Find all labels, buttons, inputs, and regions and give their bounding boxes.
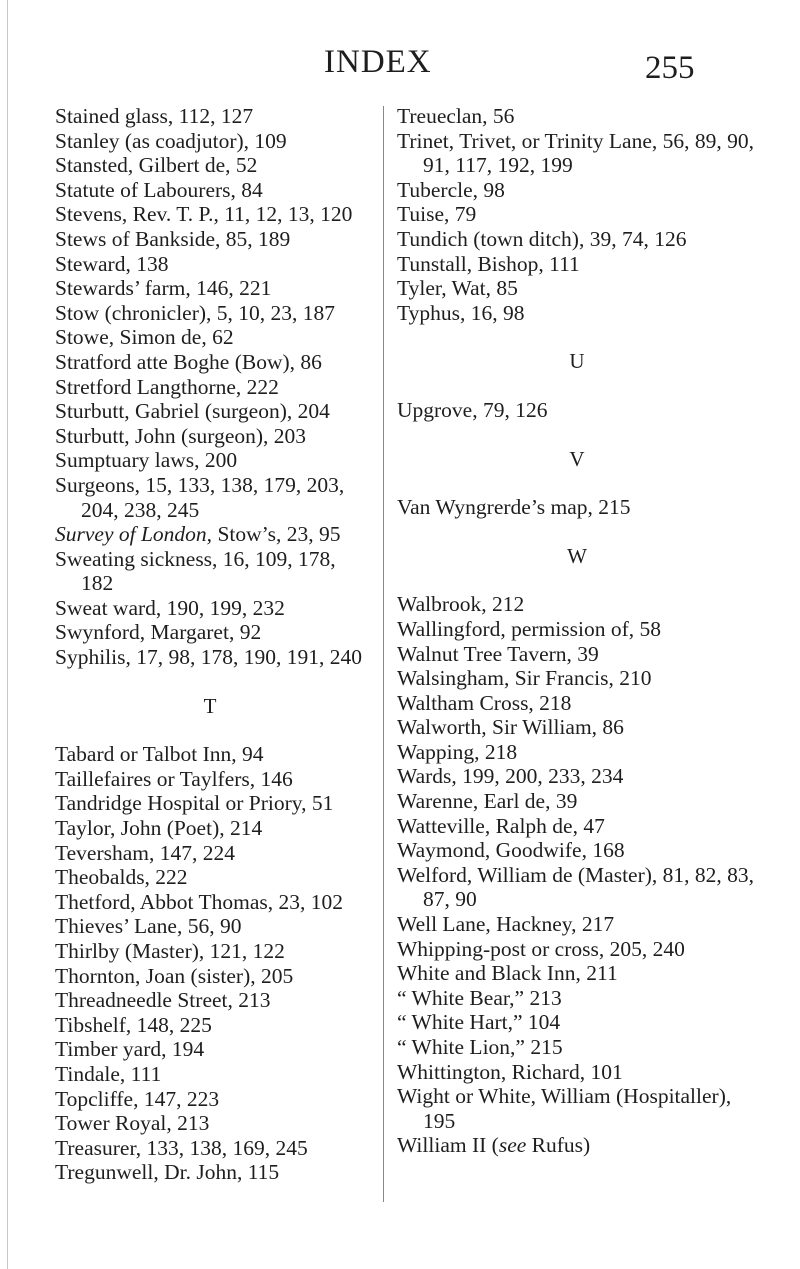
index-group-v: [397, 495, 757, 520]
index-entry: Tuise, 79: [397, 202, 477, 227]
index-entry: Wapping, 218: [397, 739, 518, 764]
index-group-w: [397, 592, 757, 1133]
index-entry: Stews of Bankside, 85, 189: [55, 226, 291, 251]
page-number: 255: [645, 50, 695, 86]
index-entry: Sumptuary laws, 200: [55, 448, 238, 473]
index-entry: Stratford atte Boghe (Bow), 86: [55, 349, 322, 374]
index-entry: Stevens, Rev. T. P., 11, 12, 13, 120: [55, 202, 353, 227]
index-entry: Stewards’ farm, 146, 221: [55, 276, 272, 301]
index-entry: Waymond, Goodwife, 168: [397, 838, 625, 863]
index-entry: Steward, 138: [55, 251, 169, 276]
index-entry-italic: see: [498, 1133, 527, 1158]
index-entry: Wards, 199, 200, 233, 234: [397, 764, 624, 789]
section-letter-t: T: [203, 693, 217, 718]
index-entry: Wallingford, permission of, 58: [397, 616, 661, 641]
index-entry: [55, 522, 365, 547]
index-entry: Wight or White, William (Hospitaller), 195: [397, 1084, 732, 1133]
index-entry: Thirlby (Master), 121, 122: [55, 939, 285, 963]
index-entry: Tower Royal, 213: [55, 1111, 210, 1136]
scan-edge-line: [7, 0, 8, 1269]
section-letter-v: V: [569, 446, 585, 471]
index-column-right: [397, 104, 757, 1158]
index-entry: Theobalds, 222: [55, 865, 188, 890]
index-entry: Tregunwell, Dr. John, 115: [55, 1160, 280, 1185]
index-entry: Warenne, Earl de, 39: [397, 789, 578, 814]
page-title: INDEX: [324, 44, 432, 80]
index-entry: Stained glass, 112, 127: [55, 104, 254, 128]
index-entry: Tandridge Hospital or Priory, 51: [55, 791, 334, 816]
index-entry: Tunstall, Bishop, 111: [397, 251, 580, 276]
index-entry: Tubercle, 98: [397, 177, 505, 202]
index-group-t: [55, 742, 365, 1185]
index-group-s-continued: [55, 547, 365, 670]
index-entry: Sweat ward, 190, 199, 232: [55, 595, 285, 620]
index-entry: “ White Bear,” 213: [397, 985, 562, 1010]
index-entry: Stansted, Gilbert de, 52: [55, 153, 258, 178]
index-entry: Tundich (town ditch), 39, 74, 126: [397, 226, 687, 251]
index-entry: Tyler, Wat, 85: [397, 276, 518, 301]
index-entry: Tabard or Talbot Inn, 94: [55, 742, 264, 767]
index-entry: Teversham, 147, 224: [55, 840, 236, 865]
index-group-s: [55, 104, 365, 522]
index-entry: Whipping-post or cross, 205, 240: [397, 936, 685, 961]
index-entry-text: Rufus): [526, 1133, 591, 1158]
index-column-left: [55, 104, 365, 1185]
index-entry-text: William II (: [397, 1133, 499, 1158]
index-entry: Typhus, 16, 98: [397, 300, 525, 325]
index-entry: Treueclan, 56: [397, 104, 515, 128]
index-entry: Taillefaires or Taylfers, 146: [55, 766, 293, 791]
index-entry: Stowe, Simon de, 62: [55, 325, 234, 350]
index-entry: Syphilis, 17, 98, 178, 190, 191, 240: [55, 645, 362, 670]
index-entry: Timber yard, 194: [55, 1037, 205, 1062]
index-entry: Welford, William de (Master), 81, 82, 83, 87, 90: [397, 862, 755, 912]
index-entry: “ White Hart,” 104: [397, 1010, 561, 1035]
index-entry: Taylor, John (Poet), 214: [55, 816, 263, 841]
index-entry: Sturbutt, Gabriel (surgeon), 204: [55, 399, 330, 424]
index-entry-rest: Stow’s, 23, 95: [212, 522, 341, 547]
index-entry: Thetford, Abbot Thomas, 23, 102: [55, 889, 344, 914]
index-entry: Tibshelf, 148, 225: [55, 1012, 212, 1037]
index-entry: Threadneedle Street, 213: [55, 988, 271, 1013]
column-divider: [383, 106, 384, 1202]
index-entry: Treasurer, 133, 138, 169, 245: [55, 1135, 308, 1160]
index-entry: Surgeons, 15, 133, 138, 179, 203, 204, 238, 245: [55, 472, 345, 522]
index-entry: Watteville, Ralph de, 47: [397, 813, 605, 838]
section-letter-u: U: [569, 349, 585, 374]
index-entry: Upgrove, 79, 126: [397, 397, 548, 422]
index-entry: Stanley (as coadjutor), 109: [55, 128, 287, 153]
index-entry: “ White Lion,” 215: [397, 1035, 563, 1059]
index-entry: Walworth, Sir William, 86: [397, 715, 624, 740]
index-entry: Stow (chronicler), 5, 10, 23, 187: [55, 300, 336, 325]
index-entry: Waltham Cross, 218: [397, 690, 572, 715]
index-entry: Thieves’ Lane, 56, 90: [55, 914, 242, 939]
index-entry: Whittington, Richard, 101: [397, 1059, 623, 1084]
index-entry: Sweating sickness, 16, 109, 178, 182: [55, 546, 336, 596]
index-entry: Walnut Tree Tavern, 39: [397, 641, 599, 666]
section-letter-w: W: [567, 543, 587, 568]
index-entry: Sturbutt, John (surgeon), 203: [55, 423, 307, 448]
index-entry: Swynford, Margaret, 92: [55, 620, 262, 645]
index-entry: Topcliffe, 147, 223: [55, 1086, 220, 1111]
index-entry: Van Wyngrerde’s map, 215: [397, 495, 631, 520]
index-entry: Statute of Labourers, 84: [55, 177, 263, 202]
index-entry: Tindale, 111: [55, 1061, 162, 1086]
index-entry: Walsingham, Sir Francis, 210: [397, 666, 652, 691]
index-entry: Well Lane, Hackney, 217: [397, 912, 615, 937]
index-entry: Thornton, Joan (sister), 205: [55, 963, 294, 988]
index-entry: Trinet, Trivet, or Trinity Lane, 56, 89, 90, 91, 117, 192, 199: [397, 128, 754, 178]
index-group-u: [397, 398, 757, 423]
index-entry: Walbrook, 212: [397, 592, 525, 617]
index-group-t-continued: [397, 104, 757, 325]
index-entry: [397, 1133, 757, 1158]
index-entry: White and Black Inn, 211: [397, 961, 618, 986]
index-entry: Stretford Langthorne, 222: [55, 374, 279, 399]
page-header: [0, 42, 800, 102]
index-entry-italic-title: Survey of London,: [55, 522, 213, 547]
